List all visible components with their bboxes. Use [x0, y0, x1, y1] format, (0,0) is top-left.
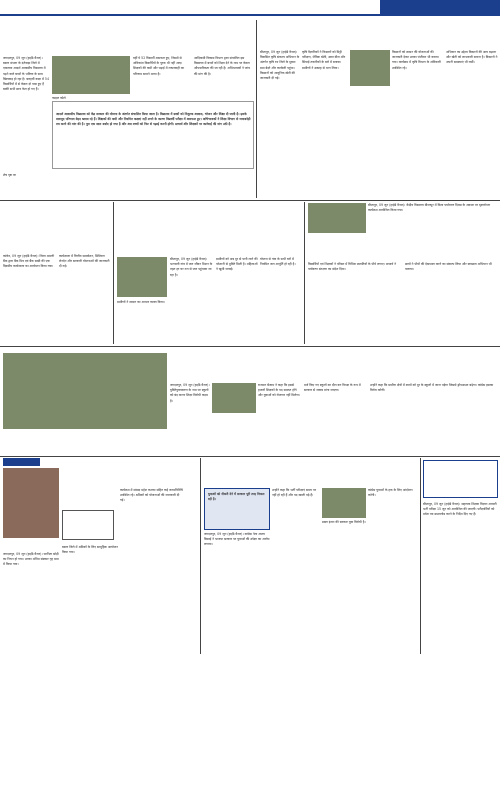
obituary-text: जगदलपुर, 09 जून (हाईडे वैनल)। फानिता सोड़ी का निधन हो गया। उनका अंतिम संस्कार गृह ग्राम में किया गया। — [3, 552, 59, 567]
article-5-text-col-1: बीजापुर, 09 जून (हाईडे वैनल)। केंद्रीय विद्यालय बीजापुर में विश्व पर्यावरण दिवस के अवसर पर वृक्षारोपण कार्यक्रम आयोजित किया गया। — [368, 203, 491, 213]
article-8-text-col-3: डबल इंजन की सरकार युवा विरोधी है। — [322, 520, 366, 524]
obituary-section-tab — [3, 458, 40, 466]
article-4-text-col-4: ग्रामीणों ने शासन का आभार व्यक्त किया। — [117, 300, 165, 304]
article-2-text-col-4: अभियान का उद्देश्य किसानों की आय बढ़ाना और खेती को लाभकारी बनाना है। किसानों ने अपनी समस्याएं भी रखीं। — [446, 50, 498, 65]
article-6-text-col-3: मर्ज किए गए स्कूलों का दौरा कर विपक्ष के रूप में सरकार से जवाब मांगा जाएगा। — [304, 383, 361, 393]
divider — [304, 202, 305, 344]
article-8-text-col-2: उन्होंने कहा कि भर्ती परीक्षाएं समय पर नहीं हो रही हैं और पद खाली पड़े हैं। — [272, 488, 317, 498]
article-1-info-box — [52, 101, 254, 169]
obituary-photo — [3, 468, 59, 538]
article-2-text-col-2: कृषि वैज्ञानिकों ने किसानों को मिट्टी परीक्षण, जैविक खेती, उन्नत बीज और सिंचाई तकनीकों के बारे में बताया। ग्रामीणों ने उत्साह से भाग लिया। — [302, 50, 346, 70]
article-9-headline-box — [423, 460, 498, 498]
article-4-photo — [117, 257, 167, 297]
article-7-text-col-1: बस्तर जिले में श्रमिकों के लिए सामूहिक आयोजन किया गया। — [62, 545, 118, 555]
article-2-photo — [350, 50, 390, 86]
city-banner — [380, 0, 500, 16]
article-4-text-col-3: योजना से गांव के सभी घरों में नियमित जल आपूर्ति हो रही है। — [260, 257, 296, 267]
article-8-text-col-1: जगदलपुर, 09 जून (हाईडे वैनल)। कांग्रेस नेता अजय बिसाई ने भाजपा सरकार पर युवाओं की उपेक्षा का आरोप लगाया। — [204, 532, 270, 547]
article-1-photo — [52, 56, 130, 94]
divider — [0, 346, 500, 347]
article-7-text-col-2: कार्यक्रम में सांसद महेश कश्यप सहित कई जनप्रतिनिधि उपस्थित रहे। श्रमिकों को योजनाओं की जानकारी दी गई। — [120, 488, 184, 503]
article-4-text-col-2: ग्रामीणों को अब दूर से पानी लाने की परेशानी से मुक्ति मिली है। महिलाओं ने खुशी जताई। — [216, 257, 258, 272]
article-1-continue: शेष पृष्ठ पर — [3, 173, 16, 177]
article-8-text-col-4: कांग्रेस युवाओं के हक के लिए आंदोलन करेगी। — [368, 488, 413, 498]
article-1-text-col-1: जगदलपुर, 09 जून (हाईडे वैनल)। बस्तर संभाग के दंतेवाड़ा जिले में एकलव्य आदर्श आवासीय विद्यालय में पढ़ने वाले बच्चों के भविष्य के साथ खिलवाड़ हो रहा है। बारहवीं कक्षा में 54 विद्यार्थियों में से केवल दो पास हुए हैं बाकी सभी छात्र फेल हो गए हैं। — [3, 56, 49, 92]
page-header — [0, 0, 500, 16]
article-8-quote-box — [204, 488, 270, 530]
article-1-text-col-2: वहीं ये 52 विद्यार्थी असफल हुए, जिसमें से अधिकांश विद्यार्थियों के पूरक भी नहीं आए। शिक्षकों की कमी और पढ़ाई में लापरवाही का परिणाम सामने आया है। — [133, 56, 185, 76]
article-1-text-col-3: आदिवासी विकास विभाग द्वारा संचालित इस विद्यालय में बच्चों को शिक्षा देने के नाम पर केवल औपचारिकता की जा रही है। अभिभावकों ने जांच की मांग की है। — [194, 56, 251, 76]
plantation-photo-caption — [3, 431, 167, 453]
article-5-text-col-2: विद्यार्थियों एवं शिक्षकों ने परिसर में विभिन्न प्रजातियों के पौधे लगाए। प्राचार्य ने पर्यावरण संरक्षण का संदेश दिया। — [308, 262, 396, 272]
article-2-text-col-3: किसानों को शासन की योजनाओं की जानकारी देकर उनका पंजीयन भी कराया गया। कार्यक्रम में कृषि विभाग के अधिकारी उपस्थित रहे। — [392, 50, 441, 70]
divider — [113, 202, 114, 344]
article-5-photo — [308, 203, 366, 233]
article-2-text-col-1: बीजापुर, 09 जून (हाईडे वैनल)। विकसित कृषि संकल्प अभियान के अंतर्गत कृषि रथ जिले के दूरस्थ ग्राम बेदरे और करकेली पहुंचा। किसानों को आधुनिक खेती की जानकारी दी गई। — [260, 50, 300, 81]
divider — [0, 456, 500, 457]
article-5-text-col-3: छात्रों ने पौधों की देखभाल करने का संकल्प लिया और स्वच्छता अभियान भी चलाया। — [405, 262, 492, 272]
article-9-text: बीजापुर, 09 जून (हाईडे वैनल)। सहायक शिक्षक विज्ञान आधारी भर्ती परीक्षा 15 जून को आयोजित की जाएगी। परीक्षार्थियों को प्रवेश पत्र डाउनलोड करने के निर्देश दिए गए हैं। — [423, 502, 497, 517]
divider — [200, 458, 201, 654]
divider — [420, 458, 421, 654]
divider — [0, 200, 500, 201]
article-6-text-col-2: राजमन बेंजाम ने कहा कि इससे हजारों शिक्षकों के पद समाप्त होंगे और युवाओं को रोजगार नहीं मिलेगा। — [258, 383, 301, 398]
divider — [256, 20, 257, 198]
quote-text: युवाओं को नौकरी देने में सरकार पूरी तरह विफल रही है। — [208, 492, 265, 502]
article-7-subheadline — [62, 479, 198, 484]
article-6-photo — [212, 383, 256, 413]
article-3-text-col-2: कार्यशाला में वित्तीय समावेशन, डिजिटल लेनदेन और सरकारी योजनाओं की जानकारी दी गई। — [59, 254, 110, 269]
article-6-text-col-4: उन्होंने कहा कि ग्रामीण क्षेत्रों में बच्चों को दूर के स्कूलों में जाना पड़ेगा जिससे ड्रॉपआउट बढ़ेगा। कांग्रेस इसका विरोध करेगी। — [370, 383, 494, 393]
article-1-photo-caption: फाइल फोटो — [52, 96, 66, 100]
info-box-text: आदर्श आवासीय विद्यालय को केंद्र सरकार की योजना के अंतर्गत संचालित किया जाता है। विद्यालय में छात्रों को निशुल्क आवास, भोजन और शिक्षा दी जाती है। इसके बावजूद परिणाम बेहद खराब रहे हैं। शिक्षकों की कमी और नियमित कक्षाएं नहीं लगने के कारण विद्यार्थी परीक्षा में असफल हुए। अभिभावकों ने शिक्षा विभाग से जवाबदेही तय करने की मांग की है। पूरा एक साल बर्बाद हो गया है और अब बच्चों को फिर से पढ़ाई करनी होगी। प्राचार्य और शिक्षकों पर कार्रवाई की मांग उठी है। — [56, 112, 251, 127]
article-8-photo — [322, 488, 366, 518]
plantation-photo — [3, 353, 167, 429]
article-6-text-col-1: जगदलपुर, 09 जून (हाईडे वैनल)। युक्तियुक्तकरण के नाम पर स्कूलों को बंद करना शिक्षा विरोधी कदम है। — [170, 383, 210, 403]
obituary-note-box — [62, 510, 114, 540]
article-4-text-col-1: बीजापुर, 09 जून (हाईडे वैनल)। भटपाली गांव में जल जीवन मिशन के तहत हर घर नल से जल पहुंचाया जा रहा है। — [170, 257, 213, 277]
article-3-text-col-1: कांकेर, 09 जून (हाईडे वैनल)। जिला अग्रणी बैंक द्वारा बैंक मित्र एवं बैंक सखी की एक दिवसीय कार्यशाला का आयोजन किया गया। — [3, 254, 55, 269]
